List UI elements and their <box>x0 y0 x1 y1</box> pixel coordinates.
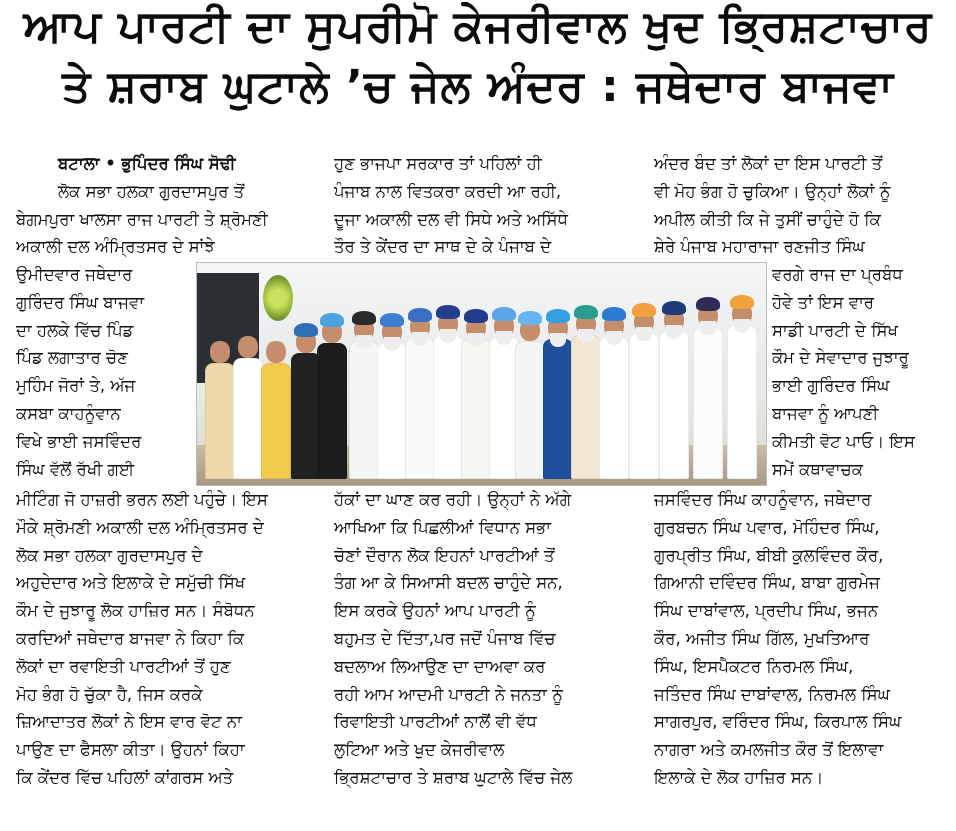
text-line: ਸਿੰਘ ਦਾਬਾਂਵਾਲ, ਪ੍ਰਦੀਪ ਸਿੰਘ, ਭਜਨ <box>654 601 879 621</box>
photo-person <box>597 303 631 479</box>
text-line: ਜ਼ਿਆਦਾਤਰ ਲੋਕਾਂ ਨੇ ਇਸ ਵਾਰ ਵੋਟ ਨਾ <box>16 712 242 732</box>
text-line: ਮੀਟਿੰਗ ਜੋ ਹਾਜ਼ਰੀ ਭਰਨ ਲਈ ਪਹੁੰਚੇ। ਇਸ <box>16 490 268 509</box>
photo-person-beard <box>700 321 716 335</box>
text-line: ਚੋਣਾਂ ਦੌਰਾਨ ਲੋਕ ਇਹਨਾਂ ਪਾਰਟੀਆਂ ਤੋਂ <box>334 545 555 565</box>
photo-person-head <box>266 341 286 363</box>
photo-person <box>691 293 725 479</box>
text-line: ਵਿਖੇ ਭਾਈ ਜਸਵਿੰਦਰ <box>16 431 142 451</box>
text-line: ਆਖਿਆ ਕਿ ਪਿਛਲੀਆਂ ਵਿਧਾਨ ਸਭਾ <box>334 517 552 537</box>
photo-person-turban <box>408 308 432 322</box>
photo-person-beard <box>468 333 484 347</box>
byline: ਬਟਾਲਾ • ਭੁਪਿੰਦਰ ਸਿੰਘ ਸੋਢੀ <box>58 154 236 173</box>
text-line: ਦੂਜਾ ਅਕਾਲੀ ਦਲ ਵੀ ਸਿਧੇ ਅਤੇ ਅਸਿੱਧੇ <box>334 209 568 229</box>
text-line: ਲੋਕ ਸਭਾ ਹਲਕਾ ਗੁਰਦਾਸਪੁਰ ਤੋਂ <box>58 181 245 201</box>
text-line: ਸਾਡੀ ਪਾਰਟੀ ਦੇ ਸਿੱਖ <box>772 320 898 340</box>
group-photo <box>196 262 767 486</box>
text-line: ਬਹੁਮਤ ਦੇ ਦਿੱਤਾ,ਪਰ ਜਦੋਂ ਪੰਜਾਬ ਵਿੱਚ <box>334 628 556 648</box>
photo-person-beard <box>578 329 594 343</box>
text-line: ਕੌਮ ਦੇ ਸੇਵਾਦਾਰ ਜੁਝਾਰੂ <box>772 348 909 368</box>
text-line: ਕਰਦਿਆਂ ਜਥੇਦਾਰ ਬਾਜਵਾ ਨੇ ਕਿਹਾ ਕਿ <box>16 628 245 648</box>
text-line: ਗੁਰਪ੍ਰੀਤ ਸਿੰਘ, ਬੀਬੀ ਕੁਲਵਿੰਦਰ ਕੌਰ, <box>654 545 884 565</box>
text-line: ਰਹੀ ਆਮ ਆਦਮੀ ਪਾਰਟੀ ਨੇ ਜਨਤਾ ਨੂੰ <box>334 684 563 704</box>
photo-person-turban <box>546 309 570 323</box>
photo-person <box>259 329 293 479</box>
photo-person-turban <box>632 303 656 317</box>
photo-person-beard <box>384 337 400 351</box>
column-2-bottom <box>334 486 634 792</box>
text-line: ਮੋਹ ਭੰਗ ਹੋ ਚੁੱਕਾ ਹੈ, ਜਿਸ ਕਰਕੇ <box>16 684 203 704</box>
photo-person-turban <box>696 297 720 311</box>
text-line: ਇਸ ਕਰਕੇ ਉਹਨਾਂ ਆਪ ਪਾਰਟੀ ਨੂੰ <box>334 601 536 621</box>
photo-person-turban <box>662 301 686 315</box>
text-line: ਅਹੁਦੇਦਾਰ ਅਤੇ ਇਲਾਕੇ ਦੇ ਸਮੁੱਚੀ ਸਿੱਖ <box>16 573 246 593</box>
text-line: ਗਿਆਨੀ ਦਵਿੰਦਰ ਸਿੰਘ, ਬਾਬਾ ਗੁਰਮੇਜ <box>654 573 880 593</box>
text-line: ਕੌਰ, ਅਜੀਤ ਸਿੰਘ ਗਿੱਲ, ਮੁਖਤਿਆਰ <box>654 628 870 648</box>
photo-person-body <box>317 343 347 479</box>
text-line: ਵੀ ਮੋਹ ਭੰਗ ਹੋ ਚੁਕਿਆ। ਉਨ੍ਹਾਂ ਲੋਕਾਂ ਨੂੰ <box>654 181 891 201</box>
photo-wall-decor <box>263 275 293 321</box>
photo-person-turban <box>436 305 460 319</box>
text-line: ਹੱਕਾਂ ਦਾ ਘਾਣ ਕਰ ਰਹੀ। ਉਨ੍ਹਾਂ ਨੇ ਅੱਗੇ <box>334 490 572 509</box>
photo-person-turban <box>518 311 542 325</box>
text-line: ਸਿੰਘ ਵੱਲੋਂ ਰੱਖੀ ਗਈ <box>16 459 135 479</box>
photo-person-beard <box>606 331 622 345</box>
text-line: ਹੁਣ ਭਾਜਪਾ ਸਰਕਾਰ ਤਾਂ ਪਹਿਲਾਂ ਹੀ <box>334 154 542 173</box>
photo-person <box>725 291 759 479</box>
text-line: ਭਾਈ ਗੁਰਿੰਦਰ ਸਿੰਘ <box>772 376 890 396</box>
photo-person-turban <box>352 311 376 325</box>
text-line: ਵਰਗੇ ਰਾਜ ਦਾ ਪ੍ਰਬੰਧ <box>772 265 903 284</box>
photo-person-beard <box>666 325 682 339</box>
photo-person-body <box>693 327 723 479</box>
text-line: ਨਾਗਰਾ ਅਤੇ ਕਮਲਜੀਤ ਕੌਰ ਤੋਂ ਇਲਾਵਾ <box>654 740 884 760</box>
text-line: ਤੌਰ ਤੇ ਕੇਂਦਰ ਦਾ ਸਾਥ ਦੇ ਕੇ ਪੰਜਾਬ ਦੇ <box>334 237 552 257</box>
photo-person-beard <box>356 335 372 349</box>
column-1-top <box>16 150 314 261</box>
text-line: ਭ੍ਰਿਸ਼ਟਾਚਾਰ ਤੇ ਸ਼ਰਾਬ ਘੁਟਾਲੇ ਵਿੱਚ ਜੇਲ <box>334 767 573 787</box>
photo-person-beard <box>496 331 512 345</box>
photo-person-body <box>727 325 757 479</box>
text-line: ਕਸਬਾ ਕਾਹਨੂੰਵਾਨ <box>16 403 121 423</box>
photo-person-beard <box>550 333 566 347</box>
photo-person-turban <box>464 309 488 323</box>
photo-person-turban <box>380 313 404 327</box>
photo-person-beard <box>440 329 456 343</box>
photo-person-head <box>210 341 230 363</box>
text-line: ਬਦਲਾਅ ਲਿਆਉਣ ਦਾ ਦਾਅਵਾ ਕਰ <box>334 656 546 676</box>
photo-person-body <box>599 337 629 479</box>
text-line: ਅਕਾਲੀ ਦਲ ਅੰਮ੍ਰਿਤਸਰ ਦੇ ਸਾਂਝੇ <box>16 237 215 257</box>
text-line: ਤੰਗ ਆ ਕੇ ਸਿਆਸੀ ਬਦਲ ਚਾਹੁੰਦੇ ਸਨ, <box>334 573 563 593</box>
text-line: ਜਸਵਿੰਦਰ ਸਿੰਘ ਕਾਹਨੂੰਵਾਨ, ਜਥੇਦਾਰ <box>654 490 872 509</box>
text-line: ਬਾਜਵਾ ਨੂੰ ਆਪਣੀ <box>772 403 879 423</box>
photo-person <box>657 297 691 479</box>
text-line: ਹੋਵੇ ਤਾਂ ਇਸ ਵਾਰ <box>772 292 875 312</box>
column-3-top <box>654 150 946 261</box>
photo-person-turban <box>574 305 598 319</box>
text-line: ਦਾ ਹਲਕੇ ਵਿੱਚ ਪਿੰਡ <box>16 320 134 340</box>
photo-person-beard <box>734 319 750 333</box>
text-line: ਕਿ ਕੇਂਦਰ ਵਿੱਚ ਪਹਿਲਾਂ ਕਾਂਗਰਸ ਅਤੇ <box>16 767 234 787</box>
text-line: ਲੋਕ ਸਭਾ ਹਲਕਾ ਗੁਰਦਾਸਪੁਰ ਦੇ <box>16 545 203 565</box>
text-line: ਇਲਾਕੇ ਦੇ ਲੋਕ ਹਾਜ਼ਿਰ ਸਨ। <box>654 767 824 787</box>
photo-person <box>315 309 349 479</box>
photo-person <box>627 299 661 479</box>
text-line: ਮੁਹਿੰਮ ਜੋਰਾਂ ਤੇ, ਅੱਜ <box>16 376 136 396</box>
photo-person-turban <box>320 313 344 327</box>
text-line: ਸਿੰਘ, ਇਸਪੈਕਟਰ ਨਿਰਮਲ ਸਿੰਘ, <box>654 656 854 676</box>
photo-person-head <box>238 336 258 358</box>
text-line: ਸਮੇਂ ਕਥਾਵਾਚਕ <box>772 459 863 479</box>
photo-person-beard <box>636 327 652 341</box>
text-line: ਕੌਮ ਦੇ ਜੁਝਾਰੂ ਲੋਕ ਹਾਜ਼ਿਰ ਸਨ। ਸੰਬੋਧਨ <box>16 601 255 621</box>
text-line: ਬੇਗਮਪੁਰਾ ਖਾਲਸਾ ਰਾਜ ਪਾਰਟੀ ਤੇ ਸ਼੍ਰੋਮਣੀ <box>16 209 268 229</box>
column-2-top <box>334 150 634 261</box>
text-line: ਗੁਰਿੰਦਰ ਸਿੰਘ ਬਾਜਵਾ <box>16 292 145 312</box>
text-line: ਕੀਮਤੀ ਵੋਟ ਪਾਓ। ਇਸ <box>772 431 915 451</box>
text-line: ਲੁਟਿਆ ਅਤੇ ਖੁਦ ਕੇਜਰੀਵਾਲ <box>334 740 505 760</box>
column-1-beside-photo <box>16 261 194 483</box>
photo-person-body <box>659 331 689 479</box>
photo-person-turban <box>602 307 626 321</box>
text-line: ਜਤਿੰਦਰ ਸਿੰਘ ਦਾਬਾਂਵਾਲ, ਨਿਰਮਲ ਸਿੰਘ <box>654 684 890 704</box>
photo-person-turban <box>730 295 754 309</box>
text-line: ਅਪੀਲ ਕੀਤੀ ਕਿ ਜੇ ਤੁਸੀਂ ਚਾਹੁੰਦੇ ਹੋ ਕਿ <box>654 209 881 229</box>
column-1-bottom <box>16 486 314 792</box>
text-line: ਉਮੀਦਵਾਰ ਜਥੇਦਾਰ <box>16 265 133 284</box>
headline-line-2: ਤੇ ਸ਼ਰਾਬ ਘੁਟਾਲੇ ’ਚ ਜੇਲ ਅੰਦਰ : ਜਥੇਦਾਰ ਬਾਜਵਾ <box>62 62 894 112</box>
text-line: ਰਿਵਾਇਤੀ ਪਾਰਟੀਆਂ ਨਾਲੋਂ ਵੀ ਵੱਧ <box>334 712 537 732</box>
photo-person-body <box>261 363 291 479</box>
column-3-bottom <box>654 486 946 792</box>
text-line: ਸ਼ੇਰੇ ਪੰਜਾਬ ਮਹਾਰਾਜਾ ਰਣਜੀਤ ਸਿੰਘ <box>654 237 865 257</box>
headline-line-1: ਆਪ ਪਾਰਟੀ ਦਾ ਸੁਪਰੀਮੋ ਕੇਜਰੀਵਾਲ ਖੁਦ ਭ੍ਰਿਸ਼ਟਾਚਾਰ <box>23 2 933 52</box>
text-line: ਮੌਕੇ ਸ਼੍ਰੋਮਣੀ ਅਕਾਲੀ ਦਲ ਅੰਮ੍ਰਿਤਸਰ ਦੇ <box>16 517 264 537</box>
photo-person-body <box>629 333 659 479</box>
text-line: ਪਾਉਣ ਦਾ ਫੈਸਲਾ ਕੀਤਾ। ਉਹਨਾਂ ਕਿਹਾ <box>16 740 245 760</box>
column-3-beside-photo <box>772 261 948 483</box>
text-line: ਅੰਦਰ ਬੰਦ ਤਾਂ ਲੋਕਾਂ ਦਾ ਇਸ ਪਾਰਟੀ ਤੋਂ <box>654 154 883 173</box>
text-line: ਸਾਗਰਪੁਰ, ਵਰਿੰਦਰ ਸਿੰਘ, ਕਿਰਪਾਲ ਸਿੰਘ <box>654 712 902 732</box>
text-line: ਗੁਰਬਚਨ ਸਿੰਘ ਪਵਾਰ, ਮੋਹਿੰਦਰ ਸਿੰਘ, <box>654 517 880 537</box>
text-line: ਲੋਕਾਂ ਦਾ ਰਵਾਇਤੀ ਪਾਰਟੀਆਂ ਤੋਂ ਹੁਣ <box>16 656 231 676</box>
text-line: ਪਿੰਡ ਲਗਾਤਾਰ ਚੋਣ <box>16 348 128 368</box>
text-line: ਪੰਜਾਬ ਨਾਲ ਵਿਤਕਰਾ ਕਰਦੀ ਆ ਰਹੀ, <box>334 181 562 201</box>
photo-person-beard <box>412 332 428 346</box>
